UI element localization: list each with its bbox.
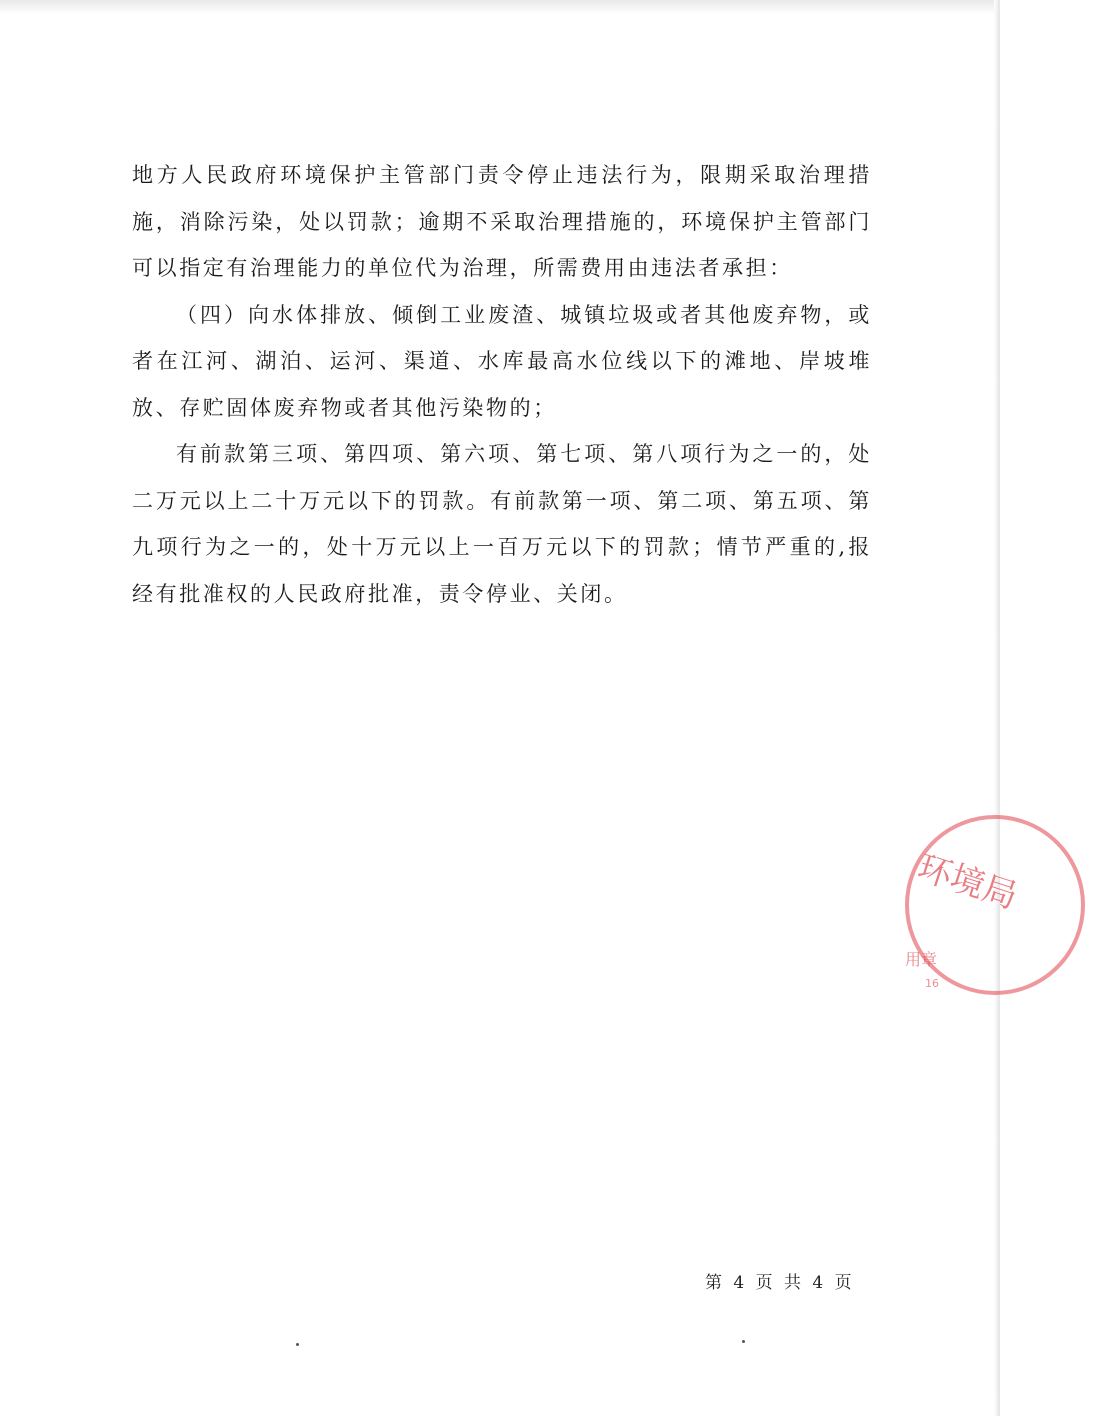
paragraph-3: 有前款第三项、第四项、第六项、第七项、第八项行为之一的，处二万元以上二十万元以下的罚款。有前款第一项、第二项、第五项、第九项行为之一的，处十万元以上一百万元以下的罚款；情节严重的,报经有批准权的人民政府批准，责令停业、关闭。 <box>132 442 872 606</box>
paragraph-1: 地方人民政府环境保护主管部门责令停止违法行为，限期采取治理措施，消除污染，处以罚款；逾期不采取治理措施的，环境保护主管部门可以指定有治理能力的单位代为治理，所需费用由违法者承担： <box>132 163 872 280</box>
document-body <box>132 152 872 617</box>
seal-code-text: 16 <box>925 977 939 990</box>
scan-shadow-top <box>0 0 1000 14</box>
seal-sub-text: 用章 <box>905 950 938 969</box>
scan-shadow-right <box>994 0 1000 1416</box>
paragraph-2: （四）向水体排放、倾倒工业废渣、城镇垃圾或者其他废弃物，或者在江河、湖泊、运河、渠道、水库最高水位线以下的滩地、岸坡堆放、存贮固体废弃物或者其他污染物的； <box>132 302 872 420</box>
scan-speck <box>742 1340 745 1343</box>
page-number-footer: 第 4 页 共 4 页 <box>705 1273 855 1293</box>
scan-speck <box>296 1343 299 1346</box>
seal-main-text: 环境局 <box>912 847 1022 918</box>
